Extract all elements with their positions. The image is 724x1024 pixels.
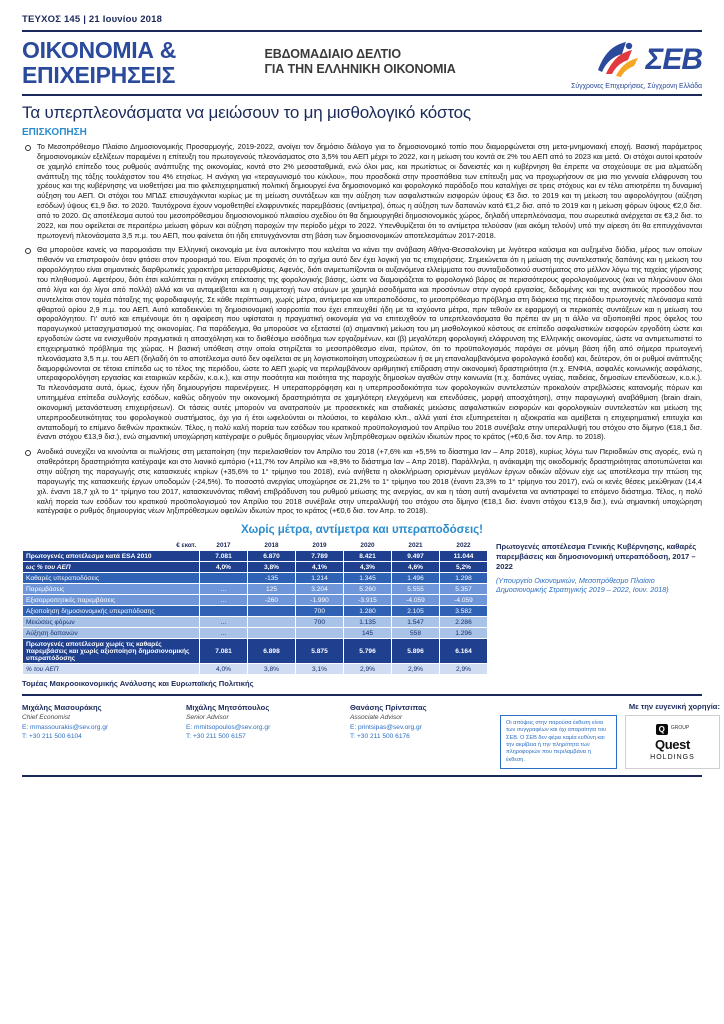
contact-name: Θανάσης Πρίντσιπας: [350, 703, 427, 713]
cell: [248, 617, 296, 628]
row-label: ως % του ΑΕΠ: [23, 562, 200, 573]
cell: 5.555: [392, 584, 440, 595]
cell: 7.081: [200, 639, 248, 664]
table-title: Χωρίς μέτρα, αντίμετρα και υπεραποδόσεις!: [241, 524, 483, 537]
col-2017: 2017: [200, 540, 248, 551]
cell: 1.345: [344, 573, 392, 584]
contact-email[interactable]: E: mmassourakis@sev.org.gr: [22, 723, 109, 731]
col-unit: € εκατ.: [23, 540, 200, 551]
table-footer: Τομέας Μακροοικονομικής Ανάλυσης και Ευρωπαϊκής Πολιτικής: [22, 679, 254, 689]
cell: 3.204: [296, 584, 344, 595]
contact-name: Μιχάλης Μητσόπουλος: [186, 703, 270, 713]
cell: 700: [296, 606, 344, 617]
sev-logo-mark: [596, 40, 642, 80]
masthead-subtitle-line2: ΓΙΑ ΤΗΝ ΕΛΛΗΝΙΚΗ ΟΙΚΟΝΟΜΙΑ: [264, 62, 456, 77]
col-2020: 2020: [344, 540, 392, 551]
cell: ...: [200, 617, 248, 628]
row-label: % του ΑΕΠ: [23, 664, 200, 675]
table-row: [23, 617, 488, 628]
contact-role: Associate Advisor: [350, 714, 403, 722]
quest-group-label: GROUP: [670, 725, 690, 732]
cell: 5.896: [392, 639, 440, 664]
cell: 3,8%: [248, 664, 296, 675]
cell: 4,3%: [344, 562, 392, 573]
cell: ...: [200, 584, 248, 595]
cell: 1.214: [296, 573, 344, 584]
cell: -260: [248, 595, 296, 606]
side-note-source: (Υπουργείο Οικονομικών, Μεσοπρόθεσμο Πλαίσιο Δημοσιονομικής Στρατηγικής 2019 – 2022, Ιουν. 2018): [496, 575, 669, 595]
sev-logo-text: ΣΕΒ: [645, 43, 702, 76]
cell: 2.286: [440, 617, 488, 628]
row-label: Αύξηση δαπανών: [23, 628, 200, 639]
row-label: Μειώσεις φόρων: [23, 617, 200, 628]
quest-name: Quest: [655, 736, 690, 752]
cell: 145: [344, 628, 392, 639]
footer: [22, 696, 720, 769]
cell: 7.081: [200, 551, 248, 562]
quest-q-icon: Q: [656, 724, 668, 735]
cell: [248, 628, 296, 639]
disclaimer-text: Οι απόψεις στην παρούσα έκθεση είναι των συγγραφέων και όχι απαραίτητα του ΣΕΒ. Ο ΣΕΒ δεν φέρει καμία ευθύνη και την ακρίβεια ή την πληρότητα των πληροφοριών που περιλαμβάνει η έκθεση.: [500, 715, 617, 769]
table-side-note: [496, 540, 701, 594]
fiscal-table: [22, 540, 488, 675]
table-row: [23, 606, 488, 617]
cell: ...: [200, 595, 248, 606]
cell: 1.280: [344, 606, 392, 617]
quest-logo: [625, 715, 720, 769]
overview-label: ΕΠΙΣΚΟΠΗΣΗ: [22, 127, 87, 138]
cell: -4.059: [440, 595, 488, 606]
contacts-list: [22, 702, 500, 769]
cell: -4.059: [392, 595, 440, 606]
cell: 125: [248, 584, 296, 595]
header-divider-top: [22, 30, 702, 32]
bottom-divider: [22, 775, 702, 777]
col-2018: 2018: [248, 540, 296, 551]
row-label: Καθαρές υπεραποδόσεις: [23, 573, 200, 584]
table-header-row: [23, 540, 488, 551]
overview-paragraph-list: [22, 142, 702, 516]
contact-card: [186, 702, 336, 769]
cell: 700: [296, 617, 344, 628]
cell: 5.260: [344, 584, 392, 595]
cell: 4,0%: [200, 664, 248, 675]
contact-card: [350, 702, 500, 769]
table-row: [23, 664, 488, 675]
cell: 9.497: [392, 551, 440, 562]
cell: 3,1%: [296, 664, 344, 675]
contact-email[interactable]: E: printsipas@sev.org.gr: [350, 723, 422, 731]
cell: 1.296: [440, 628, 488, 639]
cell: [296, 628, 344, 639]
sponsor-block: [500, 702, 720, 769]
contact-phone: T: +30 211 500 6104: [22, 733, 82, 741]
table-row: [23, 628, 488, 639]
sev-logo: [502, 38, 702, 90]
col-2019: 2019: [296, 540, 344, 551]
cell: 1.298: [440, 573, 488, 584]
quest-holdings-label: HOLDINGS: [650, 753, 695, 761]
header-divider-mid: [22, 94, 702, 96]
cell: 5,2%: [440, 562, 488, 573]
cell: 1.547: [392, 617, 440, 628]
masthead-title: [22, 38, 257, 88]
cell: [200, 573, 248, 584]
contact-role: Chief Economist: [22, 714, 71, 722]
row-label: Εξισορροπητικές παρεμβάσεις: [23, 595, 200, 606]
issue-line: ΤΕΥΧΟΣ 145 | 21 Ιουνίου 2018: [22, 14, 163, 25]
masthead-subtitle-line1: ΕΒΔΟΜΑΔΙΑΙΟ ΔΕΛΤΙΟ: [264, 47, 402, 61]
masthead-title-line1: ΟΙΚΟΝΟΜΙΑ &: [22, 37, 177, 63]
contact-email[interactable]: E: mmitsopoulos@sev.org.gr: [186, 723, 271, 731]
list-item: Ανοδικά συνεχίζει να κινούνται οι πωλήσεις στη μεταποίηση (την περιελαισθείον τον Απρίλιο του 2018 (+7,6% και +5,5% το δίαστημα Ιαν – Απρ 2018), κυρίως λόγω των Περιοδικών στις αγορές, ενώ η σταθερότερη δραστηριότητα κατέγραψε και στο λιανικό εμπόριο (+11,7% τον Απρίλιο και +8,9% το διάστημα Ιαν – Απρ 2018). Παράλληλα, η ανάκαμψη της οικοδομικής δραστηριότητας αποτυπώνεται και στην αύξηση της παραγωγής στις κατασκευές κτιρίων (+35,6% το 1° τρίμηνο του 2018), ενώ ανήθετα η ολοκλήρωση ορισμένων μεγάλων έργων οδικών αξόνων είχε ως αποτέλεσμα την πτώση της παραγωγής της κατασκευής έργων υποδομών (-24,5%). Το ποσοστό ανεργίας υποχώρησε σε 21,2% το 1° τρίμηνο του 2018 (έναντι 23,3% το 1° τρίμηνο του 2017), ενώ οι κενές θέσεις μειώθηκαν (14,4 χιλ. έναντι 18,7 χιλ το 1° τρίμηνο του 2017, κατασκευνόντας πιθανή επιβράδυνση του ρυθμού μείωσης της ανεργίας, αν και η τάση αυτή αναμένεται να αντιστραφεί το επόμενο διάστημα. Τέλος, η πολύ καλή πορεία των εσόδων του κρατικού προϋπολογισμού τον Απρίλιο του 2018 συνέβαλε στην υπεραλλυψή του στόχου στο δίμηνο (€18,1 δισ. έναντι στόχου €13,9 δισ.), ενώ σημαντική υποχώρηση κατέγραψε ο ρυθμός δημιουργίας νέων ληξιπρόθεσμων οφειλών ιδιωτών προς το κράτος (+€0,6 δισ. τον Απρ. το 2018).: [22, 447, 702, 516]
cell: [248, 606, 296, 617]
table-row: [23, 573, 488, 584]
masthead-title-line2: ΕΠΙΧΕΙΡΗΣΕΙΣ: [22, 61, 176, 88]
table-area: [22, 540, 702, 675]
contact-name: Μιχάλης Μασουράκης: [22, 703, 102, 713]
table-row: [23, 551, 488, 562]
cell: 6.164: [440, 639, 488, 664]
cell: 6.870: [248, 551, 296, 562]
cell: 1.135: [344, 617, 392, 628]
col-2022: 2022: [440, 540, 488, 551]
cell: 5.796: [344, 639, 392, 664]
list-item: Το Μεσοπρόθεσμο Πλαίσιο Δημοσιονομικής Προσαρμογής, 2019-2022, ανοίγει τον δημόσιο διάλογο για το δημοσιονομικό τοπίο που διαμορφώνεται στη μετα-μνημονιακή εποχή. Βασική παράμετρος δημοσιονομικών εξελίξεων παραμένει η επίτευξη του πρωτογενούς πλεονάσματος στο 3,5% του ΑΕΠ μέχρι το 2022, και η μείωση του κοντά σε 2% του ΑΕΠ από το 2023 και μετά. Οι στόχοι αυτοί κρατούν σε χαμηλό επίπεδο τους ρυθμούς ανάπτυξης της οικονομίας, κοντά στο 2% μεσοσταθμικά, ενώ όλοι μας, και πρωτίστως οι δανειστές και η κυβέρνηση θα έπρεπε να στοχεύουμε σε μια αλματώδη ανάπτυξη της τάξης τουλάχιστον του 4% ετησίως. Η ανάγκη για «τεραγωνισμό του κύκλου», που προσδοκά στην προσπάθεια των επίτευξη μας να προχωρήσουν σε μια πιο γενναία ελάφρυνση του χρέους και της κυβέρνησης να υιοθετήσει μια πιο φιλεπιχειρηματική πολιτική δημιουργεί ένα δημοσιονομικό και φορολογικό παράδοξο που καταλήγει σε τρεις στόχους και εν τέλει απιοτρέπει τη δυναμική αύξηση του ΑΕΠ. Οι στόχοι του ΜΠΔΣ επισυχάγκνται κυρίως με τη μείωση συντάξεων και την αύξηση των ασφαλιστικών εισφορών ύψους €3 δισ. το 2019 και τη μείωση του αφορολόγητου (αύξηση εσόδων) ύψους €1,9 δισ. το 2020. Ταυτόχρονα έχουν νομοθετηθεί ελαφρυντικές παρεμβάσεις (αντίμετρα), όπως η αύξηση των δαπανών κατά €1,2 δισ. από το 2019 και η μείωση φόρων ύψους €2,0 δισ. από το 2020. Ως αποτέλεσμα αυτού του μεσοπρόθεσμου δημοσιονομικού πλαισίου σχεδίου ότι θα δημιουργηθεί δημοσιονομικός χώρος, δηλαδή υπερπλεόνασμα, που σωρευτικά ανέρχεται σε €3,2 δισ. το 2022, και που οφείλεται σε περαιτέρω μείωση φόρων και αύξηση παροχών την περίοδο μέχρι το 2022. Υπενθυμίζεται ότι το αντίμετρα τελούσαν (και ακόμη τελούν) υπό την αίρεση ότι θα επιτυγχάνονται πρωτογενή πλεονάσματα 3,5 π.μ. του ΑΕΠ, που φαίνεται ότι ήδη επιτυγχάνονται στη βάση των δημοσιονομικών αποτελεσμάτων 2017-2018.: [22, 142, 702, 240]
sponsor-label: Με την ευγενική χορηγία:: [628, 702, 720, 712]
cell: [200, 606, 248, 617]
table-row: [23, 639, 488, 664]
cell: 2,9%: [344, 664, 392, 675]
masthead-subtitle: [265, 38, 495, 78]
cell: 8.421: [344, 551, 392, 562]
cell: 3.582: [440, 606, 488, 617]
row-label: Αξιοποίηση δημοσιονομικής υπεραπόδοσης: [23, 606, 200, 617]
row-label: Παρεμβάσεις: [23, 584, 200, 595]
cell: -135: [248, 573, 296, 584]
cell: 4,6%: [392, 562, 440, 573]
contact-role: Senior Advisor: [186, 714, 229, 722]
cell: 1.496: [392, 573, 440, 584]
cell: 6.898: [248, 639, 296, 664]
masthead: [22, 38, 702, 90]
contact-card: [22, 702, 172, 769]
row-label: Πρωτογενές αποτέλεσμα χωρίς τις καθαρές παρεμβάσεις και χωρίς αξιοποίηση δημοσιονομικής υπεραπόδοσης: [23, 639, 200, 664]
contact-phone: T: +30 211 500 6157: [186, 733, 246, 741]
cell: 11.044: [440, 551, 488, 562]
page-title: Τα υπερπλεονάσματα να μειώσουν το μη μισθολογικό κόστος: [22, 103, 471, 122]
fiscal-table-body: [23, 551, 488, 675]
side-note-text: Πρωτογενές αποτέλεσμα Γενικής Κυβέρνησης, καθαρές παρεμβάσεις και δημοσιονομική υπεραπόδοση, 2017 – 2022: [496, 542, 697, 571]
sev-logo-subtitle: Σύγχρονες Επιχειρήσεις, Σύγχρονη Ελλάδα: [571, 83, 702, 90]
cell: 5.875: [296, 639, 344, 664]
cell: 558: [392, 628, 440, 639]
cell: 2,9%: [392, 664, 440, 675]
cell: 2,9%: [440, 664, 488, 675]
cell: 5.357: [440, 584, 488, 595]
contact-phone: T: +30 211 500 6176: [350, 733, 410, 741]
cell: -3.915: [344, 595, 392, 606]
cell: 3,8%: [248, 562, 296, 573]
cell: 4,1%: [296, 562, 344, 573]
cell: ...: [200, 628, 248, 639]
cell: 2.105: [392, 606, 440, 617]
col-2021: 2021: [392, 540, 440, 551]
cell: 7.789: [296, 551, 344, 562]
table-row: [23, 584, 488, 595]
cell: 4,0%: [200, 562, 248, 573]
table-row: [23, 595, 488, 606]
cell: -1.990: [296, 595, 344, 606]
table-row: [23, 562, 488, 573]
row-label: Πρωτογενές αποτέλεσμα κατά ESA 2010: [23, 551, 200, 562]
list-item: Θα μπορούσε κανείς να παρομοιάσει την Ελληνική οικονομία με ένα αυτοκίνητο που καλείται να κάνει την ανάβαση Αθήνα-Θεσσαλονίκη με λιγότερα καύσιμα και αυξημένα διόδια, μέρος των οποίων πιθανόν να επιστραφούν όταν φτάσει στον προορισμό του. Είναι προφανές ότι το σχήμα αυτό δεν έχει λογική για τις επιχειρήσεις. Σημειώνεται ότι η μείωση της συντελεστικής δαπάνης και η μείωση του αφορολόγητου είναι σημαντικές διαρθρωτικές χαρακτήρα μεταρρυθμίσεις. Αφενός, διότι ανιμετωπίζονται οι αυξανόμενα ελλείμματα του συνταξιοδοτικού συστήματος στο μέλλον λόγω της ταχείας γήρανσης του πληθυσμού. Αφετέρου, διότι έτσι καλύπτεται η ανάγκη επέκτασης της φορολογικής βάσης, ώστε να διαμοιράζεται το φορολογικό βάρος σε περισσότερους φορολογούμενους (και να πληρώνουν όλοι από λίγα και όχι λίγοι από πολλά) αλλά και να ανταμείβεται και η συμμετοχή των ατόμων με χαμηλά εισοδήματα και προσόντων στην αγορά εργασίας, δεδομένης και της ανισπικούς προσόδου που συντελείται στον τομέα πάταξης της φοροδιαφυγής. Σε κάθε περίπτωση, χωρίς μέτρα, αντίμετρα και υπεραποδόσεις, το μεσοπρόθεσμο πρόβλημα στη διάρκεια της περιόδου πρωτογενές πλεόνασμα κατά φθαρτού ορίου 2,9 π.μ. του ΑΕΠ. Αυτό καταδεικνύει τη δημοσιονομική ισορροπία που έχει επιτευχθεί ήδη με τα ισχύοντα μέτρα, πριν τεθούν εκ εφαρμογή οι περικοπές συντάξεων και η μείωση του αφορολόγητου. Γι' αυτό και επιμένουμε ότι η αφαίρεση που υφίσταται η πραγματική οικονομία για να επιτευχθούν τα υπερπλεονάσματα θα πρέπει αν μη τι άλλο να αξιοποιηθεί προς όφελος του παραγωγικού μετασχηματισμού της οικονομίας. Για παράδειγμα, θα μπορούσε να εξεταστεί (α) σημαντική μείωση του μη μισθολογικού κόστους σε επίπεδο ασφαλιστικών εισφορών εργοδότη ώστε και εργοδοτών ώστε να ενισχυθούν πραγματικά η απασχόληση και το διαθέσιμο εισόδημα των εργαζομένων, και (β) μεγαλύτερη φορολογική ελάφρυνση της Ελληνικής οικονομίας, ώστε να αντιμετωπιστεί το επιχειρηματικό πρόβλημα της χώρας. Η βασική υπόθεση στην οποία στηρίζεται το μεσοπρόθεσμο είναι, πρώτον, ότι το προϋπολογισμός παράγει σε μόνιμη βάση ήδη από σήμερα πρωτογενή πλεονάσματα 3,5 π.μ. του ΑΕΠ (δηλαδή ότι το αποτέλεσμα αυτό δεν οφείλεται σε μη λογιστικοποίηση υποχρεώσεων ή σε μη επαναλαμβανόμενα φορολογικά έσοδα) και, δεύτερον, ότι οι ρυθμοί ανάπτυξης διαμορφώνονται σε τέτοια επίπεδα ως το τέλος της περιόδου, ώστε το ΑΕΠ χωρίς να περιλαμβάνουν αριθμητική επίδραση στην οικονομική δραστηριότητα (π.χ. ΕΝΦΙΑ, ασφαλές κοινωνικής ασφάλισης, υπεραφορολόγηση εργασίας και εταιρικών κερδών, κ.ο.κ.), και στην ποσότητα και ποιότητα της παροχής δημοσίων αγαθών στην κοινωνία (π.χ. δαπάνες υγείας, παιδείας, δημοσίων επενδύσεων, κ.ο.κ.). Τα πλεονάσματα αυτά, όμως, έχουν ήδη δημιουργήσει παρενέργειες. Η υπεραπορρόφηση και η υπερπροσδοκιότητα των φορολογικών συντελεστών προκαλούν στρεβλώσεις κατανομής πόρων και υπιτημμένα επίπεδα συλλογής εσόδων, καθώς οδηγούν την οικονομική δραστηριότητα σε χαμηλότερη ελεγχόμενη και επενδύσεις, μορφή αποσχάτηση), στην παραγωγική αναβάθμιση (brain drain, οικονομική μετανάστευση επιχειρήσεων). Οι τάσεις αυτές μπορούν να ανατραπούν με προσεκτικές και σταδιακές μειώσεις ασφαλιστικών εισφορών και φορολογικών συντελεστών και μείωση της υπερπροοδευτικότητας του φορολογικού συστήματος, όχι για ή έτοι ωφελούνται οι πλούσιοι, το κεφάλαιο κλπ., αλλά γιατί έτσι εξυπηρετείται η αξιοκρατία και αμείβεται η επιχειρηματική επιτυχία και ανταποδομή το επίμενο διεθνών πρακτικών. Τέλος, η πολύ καλή πορεία των εσόδων του κρατικού προϋπολογισμού τον Απρίλιο του 2018 συνέβαλε στην υπεραλλυψή του στόχου στο δίμηνο (€18,1 δισ. έναντι στόχου €13,9 δισ.), ενώ σημαντική υποχώρηση κατέγραψε ο ρυθμός δημιουργίας νέων ληξιπρόθεσμων οφειλών ιδιωτών προς το κράτος (+€0,6 δισ. τον Απρ. το 2018).: [22, 245, 702, 442]
